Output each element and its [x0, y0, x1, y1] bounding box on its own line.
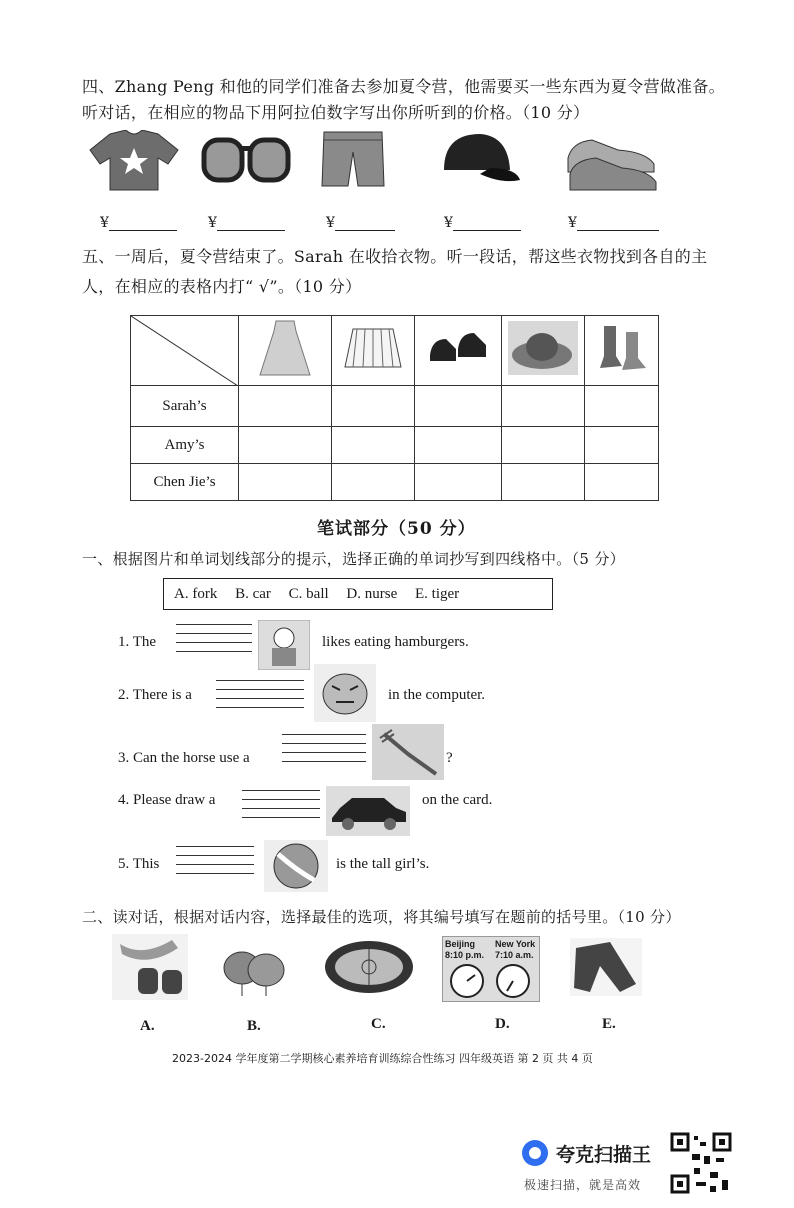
quark-logo-icon	[522, 1140, 548, 1166]
answer-cell[interactable]	[415, 427, 502, 464]
price-blank-sneakers[interactable]	[577, 212, 659, 231]
socks-icon	[592, 322, 652, 374]
table-corner	[131, 316, 239, 386]
row-label-amy: Amy’s	[131, 427, 239, 464]
sneakers-picture	[562, 128, 660, 192]
shoes-header	[415, 316, 502, 386]
pants-picture	[570, 938, 642, 996]
sentence4-end: on the card.	[422, 792, 493, 808]
clock-left-time: 8:10 p.m.	[445, 950, 485, 960]
sentence2-start: 2. There is a	[118, 687, 192, 703]
qr-code-icon	[670, 1132, 732, 1194]
skirt-icon	[341, 323, 405, 373]
option-e: E. tiger	[414, 586, 460, 602]
row-label-chenjie: Chen Jie’s	[131, 464, 239, 501]
answer-cell[interactable]	[415, 386, 502, 427]
price-prefix-shorts: ¥	[326, 215, 335, 231]
cap-picture	[430, 128, 522, 190]
car-picture	[326, 786, 410, 836]
sentence5-end: is the tall girl’s.	[336, 856, 430, 872]
part4-line2: 听对话，在相应的物品下用阿拉伯数字写出你所听到的价格。（10 分）	[82, 103, 590, 122]
clock-right-city: New York	[495, 939, 536, 949]
sentence1-start: 1. The	[118, 634, 157, 650]
scanner-slogan: 极速扫描，就是高效	[524, 1178, 642, 1192]
hens-picture	[218, 934, 290, 1000]
option-letter-a: A.	[140, 1018, 155, 1034]
sentence4-start: 4. Please draw a	[118, 792, 216, 808]
dress-header	[239, 316, 332, 386]
sentence3-start: 3. Can the horse use a	[118, 750, 250, 766]
part5-line1: 五、一周后，夏令营结束了。Sarah 在收拾衣物。听一段话，帮这些衣物找到各自的主	[82, 247, 708, 266]
option-letter-d: D.	[495, 1016, 510, 1032]
four-line-grid-4[interactable]	[242, 790, 320, 826]
answer-cell[interactable]	[585, 464, 659, 501]
price-blank-tshirt[interactable]	[109, 212, 177, 231]
four-line-grid-1[interactable]	[176, 624, 252, 660]
price-blank-sunglasses[interactable]	[217, 212, 285, 231]
fork-picture	[372, 724, 444, 780]
part4-line1: 四、Zhang Peng 和他的同学们准备去参加夏令营，他需要买一些东西为夏令营做准备。	[82, 77, 725, 96]
sentence2-end: in the computer.	[388, 687, 486, 703]
part2-instruction: 二、读对话，根据对话内容，选择最佳的选项，将其编号填写在题前的括号里。（10 分）	[82, 908, 681, 926]
price-blank-shorts[interactable]	[335, 212, 395, 231]
tshirt-picture	[88, 130, 180, 192]
answer-cell[interactable]	[585, 386, 659, 427]
shorts-picture	[320, 130, 386, 188]
answer-cell[interactable]	[239, 464, 332, 501]
sunglasses-picture	[200, 132, 292, 186]
four-line-grid-2[interactable]	[216, 680, 304, 716]
tiger-picture	[314, 664, 376, 722]
hat-header	[502, 316, 585, 386]
price-prefix-sunglasses: ¥	[208, 215, 217, 231]
scarf-gloves-picture	[112, 934, 188, 1000]
shoes-icon	[426, 325, 490, 371]
answer-cell[interactable]	[502, 427, 585, 464]
part1-instruction: 一、根据图片和单词划线部分的提示，选择正确的单词抄写到四线格中。（5 分）	[82, 550, 625, 568]
skirt-header	[332, 316, 415, 386]
price-prefix-sneakers: ¥	[568, 215, 577, 231]
option-letter-e: E.	[602, 1016, 616, 1032]
ball-picture	[264, 840, 328, 892]
price-prefix-cap: ¥	[444, 215, 453, 231]
answer-cell[interactable]	[502, 386, 585, 427]
sentence1-end: likes eating hamburgers.	[322, 634, 469, 650]
sports-field-picture	[322, 938, 416, 996]
answer-cell[interactable]	[502, 464, 585, 501]
answer-cell[interactable]	[332, 427, 415, 464]
option-letter-b: B.	[247, 1018, 261, 1034]
row-label-sarah: Sarah’s	[131, 386, 239, 427]
clock-right-time: 7:10 a.m.	[495, 950, 534, 960]
answer-cell[interactable]	[415, 464, 502, 501]
answer-cell[interactable]	[332, 464, 415, 501]
clocks-picture	[442, 936, 540, 1002]
part5-line2: 人，在相应的表格内打“ √”。（10 分）	[82, 277, 362, 296]
option-d: D. nurse	[346, 586, 398, 602]
socks-header	[585, 316, 659, 386]
answer-cell[interactable]	[239, 427, 332, 464]
page-footer: 2023-2024 学年度第二学期核心素养培育训练综合性练习 四年级英语 第 2 页 共 4 页	[172, 1052, 593, 1065]
answer-cell[interactable]	[585, 427, 659, 464]
nurse-picture	[258, 620, 310, 670]
four-line-grid-3[interactable]	[282, 734, 366, 770]
ownership-table	[130, 315, 659, 501]
sentence5-start: 5. This	[118, 856, 160, 872]
word-options-box	[163, 578, 553, 610]
price-blank-cap[interactable]	[453, 212, 521, 231]
dress-icon	[250, 317, 320, 379]
answer-cell[interactable]	[239, 386, 332, 427]
four-line-grid-5[interactable]	[176, 846, 254, 882]
clock-faces-icon	[445, 963, 537, 999]
clock-left-city: Beijing	[445, 939, 476, 949]
written-section-title: 笔试部分（50 分）	[317, 519, 476, 539]
option-b: B. car	[235, 586, 271, 602]
hat-icon	[508, 321, 578, 375]
scanner-brand: 夸克扫描王	[556, 1144, 652, 1166]
answer-cell[interactable]	[332, 386, 415, 427]
price-prefix-tshirt: ¥	[100, 215, 109, 231]
sentence3-end: ?	[446, 750, 453, 766]
option-letter-c: C.	[371, 1016, 386, 1032]
option-c: C. ball	[288, 586, 329, 602]
option-a: A. fork	[174, 586, 218, 602]
